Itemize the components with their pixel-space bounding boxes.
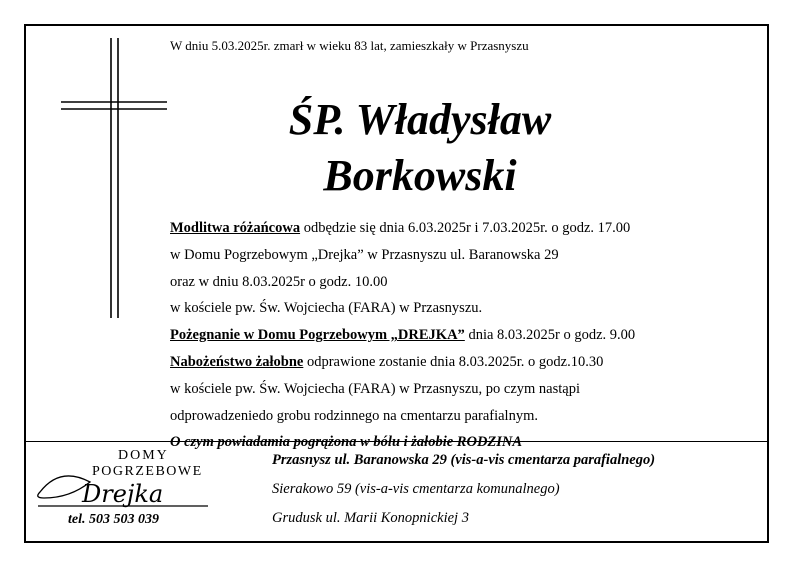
rosary-heading: Modlitwa różańcowa bbox=[170, 220, 301, 236]
farewell-heading: Pożegnanie w Domu Pogrzebowym „DREJKA” bbox=[170, 327, 465, 344]
cross-icon bbox=[55, 38, 175, 318]
rosary-text: odbędzie się dnia 6.03.2025r i 7.03.2025r. o godz. 17.00 bbox=[300, 220, 631, 236]
footer-divider bbox=[26, 441, 769, 442]
address-grudusk: Grudusk ul. Marii Konopnickiej 3 bbox=[272, 510, 469, 526]
details-line: w kościele pw. Św. Wojciecha (FARA) w Przasnyszu, po czym nastąpi bbox=[170, 380, 580, 397]
logo-domy: DOMY bbox=[118, 448, 169, 463]
funeral-home-logo bbox=[30, 446, 230, 541]
deceased-name-line2: Borkowski bbox=[323, 151, 517, 200]
deceased-name-line1: ŚP. Władysław bbox=[288, 95, 552, 144]
details-line bbox=[170, 322, 770, 349]
address-sierakowo: Sierakowo 59 (vis-a-vis cmentarza komunalnego) bbox=[272, 481, 560, 497]
intro-text: W dniu 5.03.2025r. zmarł w wieku 83 lat, zamieszkały w Przasnyszu bbox=[170, 38, 529, 53]
details-line: odprowadzeniedo grobu rodzinnego na cmentarzu parafialnym. bbox=[170, 407, 538, 424]
farewell-text: dnia 8.03.2025r o godz. 9.00 bbox=[464, 327, 636, 344]
details-line: oraz w dniu 8.03.2025r o godz. 10.00 bbox=[170, 273, 388, 290]
phone-number: tel. 503 503 039 bbox=[68, 512, 159, 527]
address-przasnysz: Przasnysz ul. Baranowska 29 (vis-a-vis cmentarza parafialnego) bbox=[272, 452, 656, 468]
funeral-mass-text: odprawione zostanie dnia 8.03.2025r. o godz.10.30 bbox=[303, 353, 604, 370]
closing-line: O czym powiadamia pogrążona w bólu i żałobie RODZINA bbox=[170, 434, 523, 451]
details-line: w kościele pw. Św. Wojciecha (FARA) w Przasnyszu. bbox=[170, 300, 483, 317]
logo-pogrzebowe: POGRZEBOWE bbox=[92, 464, 203, 479]
details-line: w Domu Pogrzebowym „Drejka” w Przasnyszu ul. Baranowska 29 bbox=[170, 246, 559, 263]
funeral-mass-heading: Nabożeństwo żałobne bbox=[170, 353, 304, 370]
details-line bbox=[170, 215, 770, 242]
logo-drejka: Drejka bbox=[82, 480, 164, 508]
details-line bbox=[170, 349, 770, 376]
ceremony-details bbox=[170, 215, 770, 456]
